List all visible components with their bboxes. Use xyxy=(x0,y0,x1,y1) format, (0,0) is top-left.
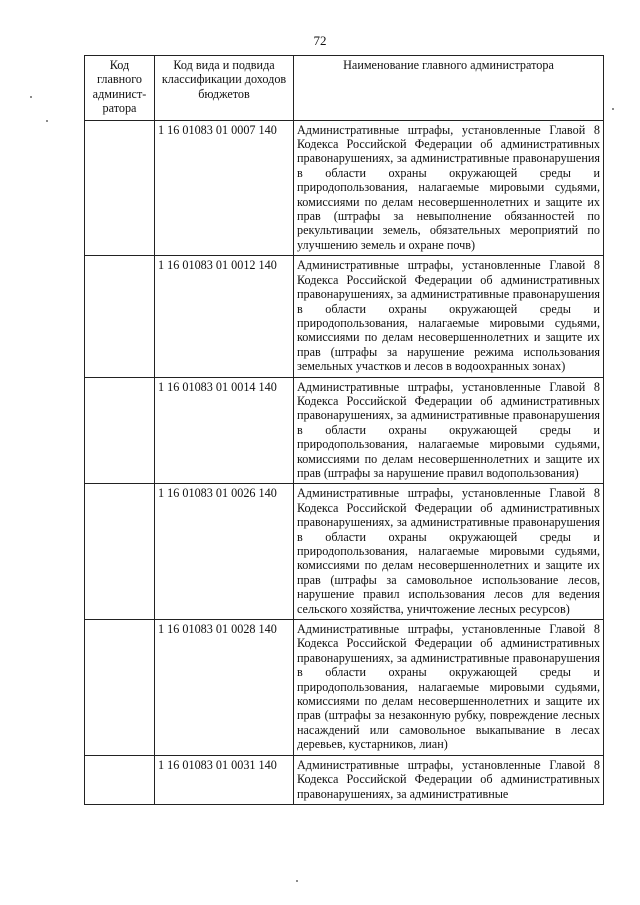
admin-name-cell: Административные штрафы, установленные Главой 8 Кодекса Российской Федерации об административных правонарушениях, за административные правонарушения в области охраны окружающей среды и природопользования, налагаемые мировыми судьями, комиссиями по делам несовершеннолетних и защите их прав (штрафы за незаконную рубку, повреждение лесных насаждений или самовольное выкапывание в лесах деревьев, кустарников, лиан) xyxy=(294,620,604,756)
classification-code-cell: 1 16 01083 01 0031 140 xyxy=(155,755,294,804)
classification-code-cell: 1 16 01083 01 0028 140 xyxy=(155,620,294,756)
table-row xyxy=(85,377,604,484)
table-row xyxy=(85,120,604,256)
scan-speck xyxy=(30,96,32,98)
scan-speck xyxy=(46,120,48,122)
revenue-classification-table xyxy=(84,55,604,805)
admin-code-cell xyxy=(85,120,155,256)
classification-code-cell: 1 16 01083 01 0026 140 xyxy=(155,484,294,620)
admin-code-cell xyxy=(85,484,155,620)
table-row xyxy=(85,484,604,620)
table-row xyxy=(85,256,604,377)
admin-name-cell: Административные штрафы, установленные Главой 8 Кодекса Российской Федерации об административных правонарушениях, за административные xyxy=(294,755,604,804)
table-row xyxy=(85,755,604,804)
page-number: 72 xyxy=(313,33,327,48)
admin-code-cell xyxy=(85,755,155,804)
admin-name-cell: Административные штрафы, установленные Главой 8 Кодекса Российской Федерации об административных правонарушениях, за административные правонарушения в области охраны окружающей среды и природопользования, налагаемые мировыми судьями, комиссиями по делам несовершеннолетних и защите их прав (штрафы за нарушение правил водопользования) xyxy=(294,377,604,484)
admin-name-cell: Административные штрафы, установленные Главой 8 Кодекса Российской Федерации об административных правонарушениях, за административные правонарушения в области охраны окружающей среды и природопользования, налагаемые мировыми судьями, комиссиями по делам несовершеннолетних и защите их прав (штрафы за нарушение режима использования земельных участков и лесов в водоохранных зонах) xyxy=(294,256,604,377)
scan-speck xyxy=(296,880,298,882)
admin-name-cell: Административные штрафы, установленные Главой 8 Кодекса Российской Федерации об административных правонарушениях, за административные правонарушения в области охраны окружающей среды и природопользования, налагаемые мировыми судьями, комиссиями по делам несовершеннолетних и защите их прав (штрафы за самовольное использование лесов, нарушение правил использования лесов для ведения сельского хозяйства, уничтожение лесных ресурсов) xyxy=(294,484,604,620)
admin-code-cell xyxy=(85,256,155,377)
admin-code-cell xyxy=(85,620,155,756)
admin-code-cell xyxy=(85,377,155,484)
admin-name-cell: Административные штрафы, установленные Главой 8 Кодекса Российской Федерации об административных правонарушениях, за административные правонарушения в области охраны окружающей среды и природопользования, налагаемые мировыми судьями, комиссиями по делам несовершеннолетних и защите их прав (штрафы за невыполнение обязанностей по рекультивации земель, обязательных мероприятий по улучшению земель и охране почв) xyxy=(294,120,604,256)
header-classification-code: Код вида и подвида классификации доходов бюджетов xyxy=(155,56,294,121)
table-row xyxy=(85,620,604,756)
classification-code-cell: 1 16 01083 01 0014 140 xyxy=(155,377,294,484)
scan-speck xyxy=(612,108,614,110)
table-header-row xyxy=(85,56,604,121)
classification-code-cell: 1 16 01083 01 0012 140 xyxy=(155,256,294,377)
classification-code-cell: 1 16 01083 01 0007 140 xyxy=(155,120,294,256)
header-admin-code: Код главного админист-ратора xyxy=(85,56,155,121)
header-admin-name: Наименование главного администратора xyxy=(294,56,604,121)
